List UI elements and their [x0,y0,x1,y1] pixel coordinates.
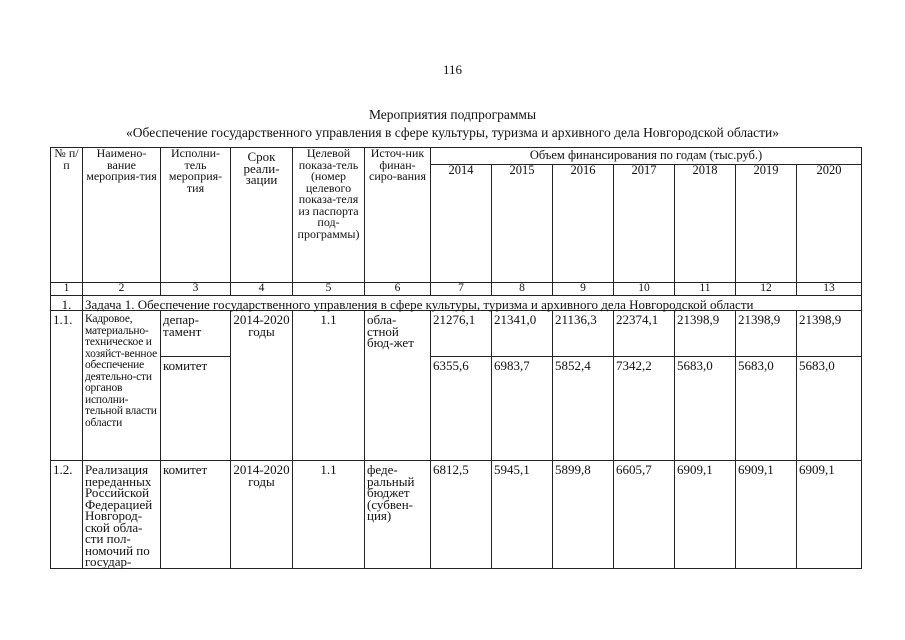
value-cell: 22374,1 [614,311,675,357]
header-row [51,148,862,165]
row-executor: комитет [161,357,231,461]
row-executor: депар-тамент [161,311,231,357]
value-cell: 21341,0 [492,311,553,357]
column-number: 5 [293,283,365,296]
row-source: феде-ральный бюджет (субвен-ция) [365,461,431,569]
row-source: обла-стной бюд-жет [365,311,431,461]
column-number: 9 [553,283,614,296]
title-line-2: «Обеспечение государственного управления в сфере культуры, туризма и архивного дела Новгородской области» [126,125,779,140]
row-name: Реализация переданных Российской Федерацией Новгород-ской обла-сти пол-номочий по государ- [83,461,161,569]
value-cell: 5683,0 [736,357,797,461]
header-name: Наимено-вание мероприя-тия [83,148,161,283]
column-number-row [51,283,862,296]
row-term: 2014-2020 годы [231,311,293,461]
row-executor: комитет [161,461,231,569]
header-num: № п/п [51,148,83,283]
column-number: 8 [492,283,553,296]
value-cell: 6909,1 [675,461,736,569]
value-cell: 21276,1 [431,311,492,357]
value-cell: 6983,7 [492,357,553,461]
row-name: Кадровое, материально-техническое и хозяйст-венное обеспечение деятельно-сти органов исполни-тельной власти области [83,311,161,461]
column-number: 1 [51,283,83,296]
value-cell: 5683,0 [797,357,862,461]
page-number: 116 [442,62,463,77]
header-funding: Объем финансирования по годам (тыс.руб.) [431,148,862,165]
table-row [51,357,862,461]
task-num: 1. [51,295,83,311]
value-cell: 21398,9 [736,311,797,357]
activities-table [50,147,862,569]
column-number: 12 [736,283,797,296]
table-row [51,461,862,569]
value-cell: 5899,8 [553,461,614,569]
value-cell: 5852,4 [553,357,614,461]
column-number: 11 [675,283,736,296]
value-cell: 5945,1 [492,461,553,569]
row-target: 1.1 [293,311,365,461]
value-cell: 21136,3 [553,311,614,357]
header-target: Целевой показа-тель (номер целевого показа-теля из паспорта под-программы) [293,148,365,283]
header-term: Срок реали-зации [231,148,293,283]
column-number: 7 [431,283,492,296]
row-num: 1.2. [51,461,83,569]
title-line-1: Мероприятия подпрограммы [368,107,537,122]
document-title [0,106,905,142]
column-number: 4 [231,283,293,296]
value-cell: 6909,1 [797,461,862,569]
row-term: 2014-2020 годы [231,461,293,569]
value-cell: 7342,2 [614,357,675,461]
value-cell: 6909,1 [736,461,797,569]
column-number: 2 [83,283,161,296]
value-cell: 6812,5 [431,461,492,569]
header-year: 2017 [614,165,675,283]
header-source: Источ-ник финан-сиро-вания [365,148,431,283]
column-number: 10 [614,283,675,296]
header-year: 2019 [736,165,797,283]
header-year: 2018 [675,165,736,283]
value-cell: 21398,9 [797,311,862,357]
row-target: 1.1 [293,461,365,569]
header-executor: Исполни-тель мероприя-тия [161,148,231,283]
task-text: Задача 1. Обеспечение государственного управления в сфере культуры, туризма и архивного дела Новгородской области [83,295,862,311]
column-number: 6 [365,283,431,296]
task-row [51,295,862,311]
value-cell: 21398,9 [675,311,736,357]
column-number: 13 [797,283,862,296]
header-year: 2016 [553,165,614,283]
header-year: 2020 [797,165,862,283]
row-num: 1.1. [51,311,83,461]
header-year: 2014 [431,165,492,283]
value-cell: 6605,7 [614,461,675,569]
table-row [51,311,862,357]
column-number: 3 [161,283,231,296]
header-year: 2015 [492,165,553,283]
value-cell: 5683,0 [675,357,736,461]
value-cell: 6355,6 [431,357,492,461]
